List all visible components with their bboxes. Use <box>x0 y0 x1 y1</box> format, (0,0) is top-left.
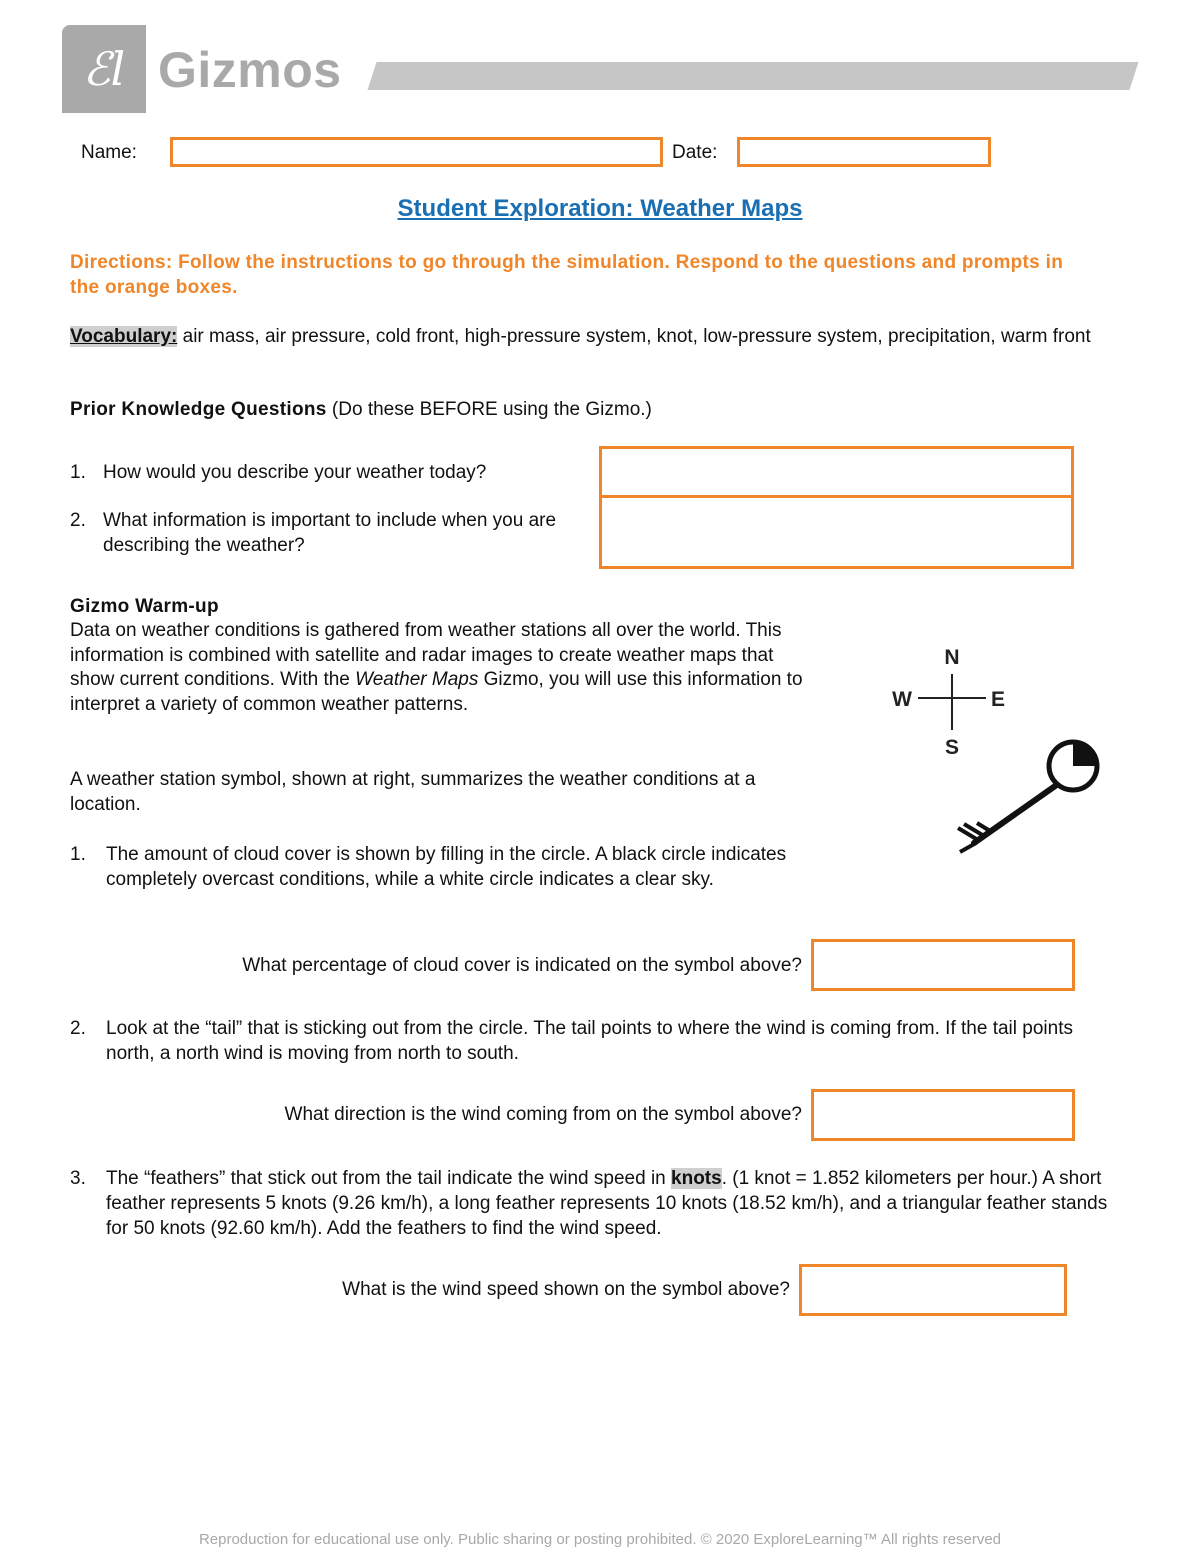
compass-w-label: W <box>892 688 912 711</box>
cloud-cover-answer-box[interactable] <box>811 939 1075 991</box>
wind-tail-end <box>960 843 976 852</box>
page-title: Student Exploration: Weather Maps <box>397 195 803 222</box>
prior-knowledge-title: Prior Knowledge Questions <box>70 399 327 420</box>
name-field[interactable] <box>170 137 663 167</box>
logo-wordmark: Gizmos <box>158 42 342 98</box>
vocabulary <box>70 324 1140 349</box>
station-symbol <box>958 742 1097 852</box>
warmup-paragraph <box>70 619 810 717</box>
warmup-q2-prompt: What direction is the wind coming from on the symbol above? <box>284 1104 802 1125</box>
weather-station-figure <box>880 640 1120 870</box>
warmup-p1-b: Gizmo, you will use this information to interpret a variety of common weather patterns. <box>70 669 803 715</box>
warmup-q1-text: The amount of cloud cover is shown by filling in the circle. A black circle indicates completely overcast conditions, while a white circle indicates a clear sky. <box>106 844 787 890</box>
prior-q2-answer-box[interactable] <box>599 495 1074 569</box>
warmup-p1-a: Data on weather conditions is gathered from weather stations all over the world. This information is combined with satellite and radar images to create weather maps that show current conditions. With the <box>70 620 782 691</box>
warmup-heading: Gizmo Warm-up <box>70 596 219 617</box>
prior-q1-answer-box[interactable] <box>599 446 1074 498</box>
warmup-q3-text <box>106 1166 1130 1241</box>
vocabulary-terms: air mass, air pressure, cold front, high-pressure system, knot, low-pressure system, precipitation, warm front <box>177 326 1091 347</box>
prior-q2-text: What information is important to include when you are describing the weather? <box>103 510 557 556</box>
warmup-q3-text-b: . (1 knot = 1.852 kilometers per hour.) A short feather represents 5 knots (9.26 km/h), a long feather represents 10 knots (18.52 km/h), and a triangular feather stands for 50 knots (92.60 km/h). Add the feathers to find the wind speed. <box>106 1168 1108 1239</box>
header-bar <box>367 62 1138 90</box>
compass-rose <box>892 646 1005 759</box>
compass-n-label: N <box>944 646 960 669</box>
warmup-q3-number: 3. <box>70 1168 86 1189</box>
date-field[interactable] <box>737 137 991 167</box>
wind-tail <box>974 784 1058 843</box>
logo-glyph: ℰl <box>82 42 126 96</box>
prior-q1-number: 1. <box>70 462 86 483</box>
name-label: Name: <box>81 142 137 163</box>
warmup-paragraph-2: A weather station symbol, shown at right, summarizes the weather conditions at a location. <box>70 769 756 815</box>
prior-q1-text: How would you describe your weather today? <box>103 462 487 483</box>
directions: Directions: Follow the instructions to go through the simulation. Respond to the questions and prompts in the orange boxes. <box>70 252 1064 298</box>
wind-feather-short <box>977 823 990 831</box>
warmup-p1-em: Weather Maps <box>355 669 479 691</box>
wind-speed-answer-box[interactable] <box>799 1264 1067 1316</box>
compass-s-label: S <box>944 736 960 759</box>
logo-mark <box>62 25 146 113</box>
wind-direction-answer-box[interactable] <box>811 1089 1075 1141</box>
warmup-q1-number: 1. <box>70 844 86 865</box>
compass-e-label: E <box>990 688 1006 711</box>
footer-copyright: Reproduction for educational use only. Public sharing or posting prohibited. © 2020 ExploreLearning™ All rights reserved <box>198 1531 1002 1548</box>
cloud-cover-fill <box>1073 742 1097 766</box>
prior-q2-number: 2. <box>70 510 86 531</box>
vocabulary-label: Vocabulary: <box>70 326 178 347</box>
knots-term: knots <box>671 1168 722 1189</box>
warmup-q3-text-a: The “feathers” that stick out from the tail indicate the wind speed in <box>106 1168 672 1189</box>
warmup-q2-number: 2. <box>70 1018 86 1039</box>
prior-knowledge-heading <box>70 397 652 422</box>
warmup-q2-text: Look at the “tail” that is sticking out from the circle. The tail points to where the wind is coming from. If the tail points north, a north wind is moving from north to south. <box>106 1018 1073 1064</box>
prior-knowledge-note: (Do these BEFORE using the Gizmo.) <box>326 399 652 420</box>
date-label: Date: <box>672 142 718 163</box>
warmup-q1-prompt: What percentage of cloud cover is indicated on the symbol above? <box>242 955 802 976</box>
warmup-q3-prompt: What is the wind speed shown on the symbol above? <box>342 1279 790 1300</box>
